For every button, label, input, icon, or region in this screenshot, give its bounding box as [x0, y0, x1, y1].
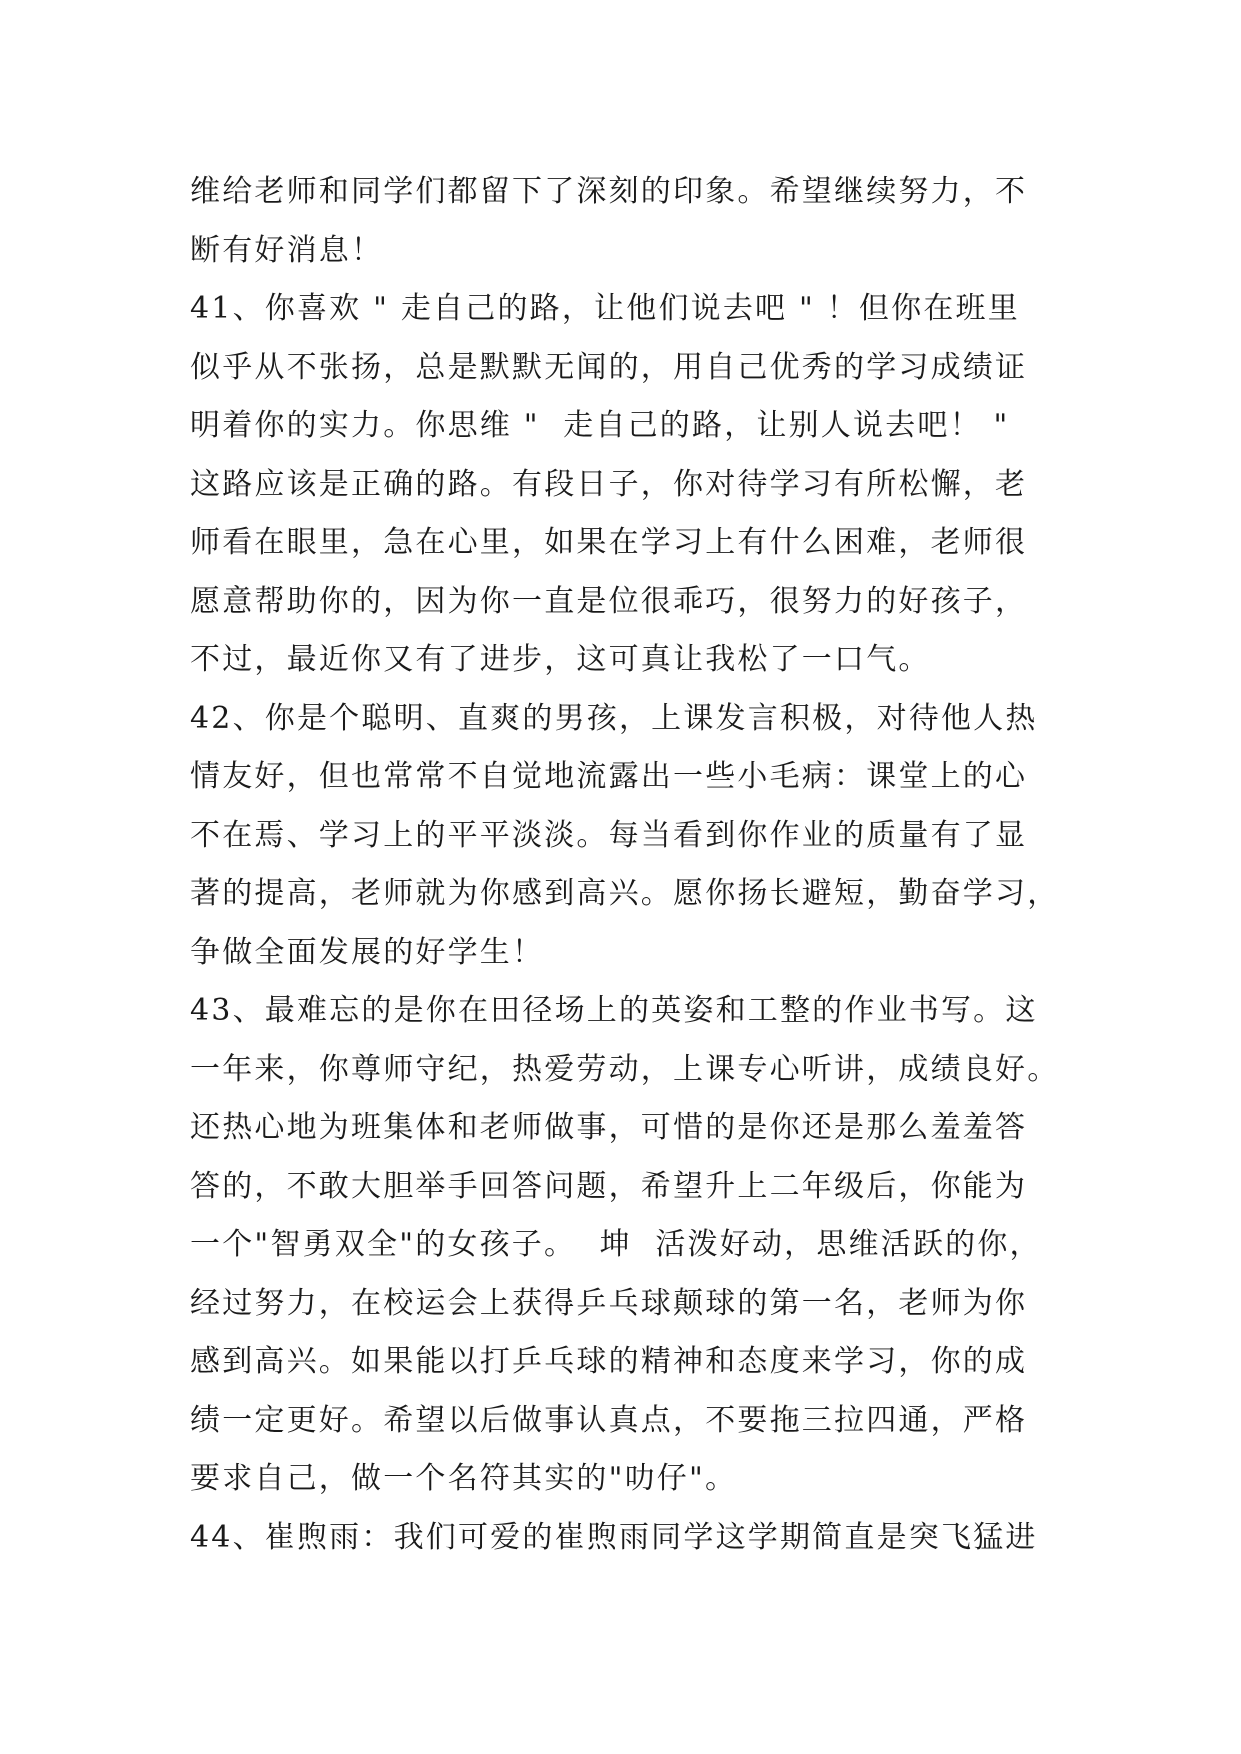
text-line: 明着你的实力。你思维 " 走自己的路，让别人说去吧！ " [190, 408, 1010, 443]
text-line: 不过，最近你又有了进步，这可真让我松了一口气。 [190, 642, 931, 677]
text-line: 师看在眼里，急在心里，如果在学习上有什么困难，老师很 [190, 525, 1028, 560]
text-line: 断有好消息！ [190, 232, 384, 268]
text-line: 经过努力，在校运会上获得乒乓球颠球的第一名，老师为你 [190, 1285, 1028, 1321]
text-line: 绩一定更好。希望以后做事认真点，不要拖三拉四通，严格 [190, 1402, 1028, 1438]
text-line: 感到高兴。如果能以打乒乓球的精神和态度来学习，你的成 [190, 1344, 1028, 1379]
text-line: 43、最难忘的是你在田径场上的英姿和工整的作业书写。这 [190, 993, 1038, 1028]
text-line: 这路应该是正确的路。有段日子，你对待学习有所松懈，老 [190, 466, 1028, 502]
text-line: 答的，不敢大胆举手回答问题，希望升上二年级后，你能为 [190, 1168, 1028, 1204]
text-line: 42、你是个聪明、直爽的男孩，上课发言积极，对待他人热 [190, 700, 1038, 736]
text-line: 情友好，但也常常不自觉地流露出一些小毛病：课堂上的心 [190, 759, 1028, 794]
document-body [190, 163, 1070, 1567]
text-line: 似乎从不张扬，总是默默无闻的，用自己优秀的学习成绩证 [190, 349, 1028, 385]
text-line: 争做全面发展的好学生！ [190, 934, 545, 970]
text-line: 44、崔煦雨：我们可爱的崔煦雨同学这学期简直是突飞猛进 [190, 1519, 1038, 1555]
text-line: 一个"智勇双全"的女孩子。 坤 活泼好动，思维活跃的你， [190, 1227, 1042, 1262]
text-line: 愿意帮助你的，因为你一直是位很乖巧，很努力的好孩子， [190, 583, 1028, 619]
text-line: 要求自己，做一个名符其实的"叻仔"。 [190, 1461, 738, 1496]
text-line: 41、你喜欢 " 走自己的路，让他们说去吧 " ！但你在班里 [190, 291, 1020, 326]
text-line: 著的提高，老师就为你感到高兴。愿你扬长避短，勤奋学习， [190, 876, 1060, 911]
text-line: 维给老师和同学们都留下了深刻的印象。希望继续努力，不 [190, 174, 1028, 209]
text-line: 一年来，你尊师守纪，热爱劳动，上课专心听讲，成绩良好。 [190, 1051, 1060, 1087]
text-line: 还热心地为班集体和老师做事，可惜的是你还是那么羞羞答 [190, 1110, 1028, 1145]
text-line: 不在焉、学习上的平平淡淡。每当看到你作业的质量有了显 [190, 817, 1028, 853]
